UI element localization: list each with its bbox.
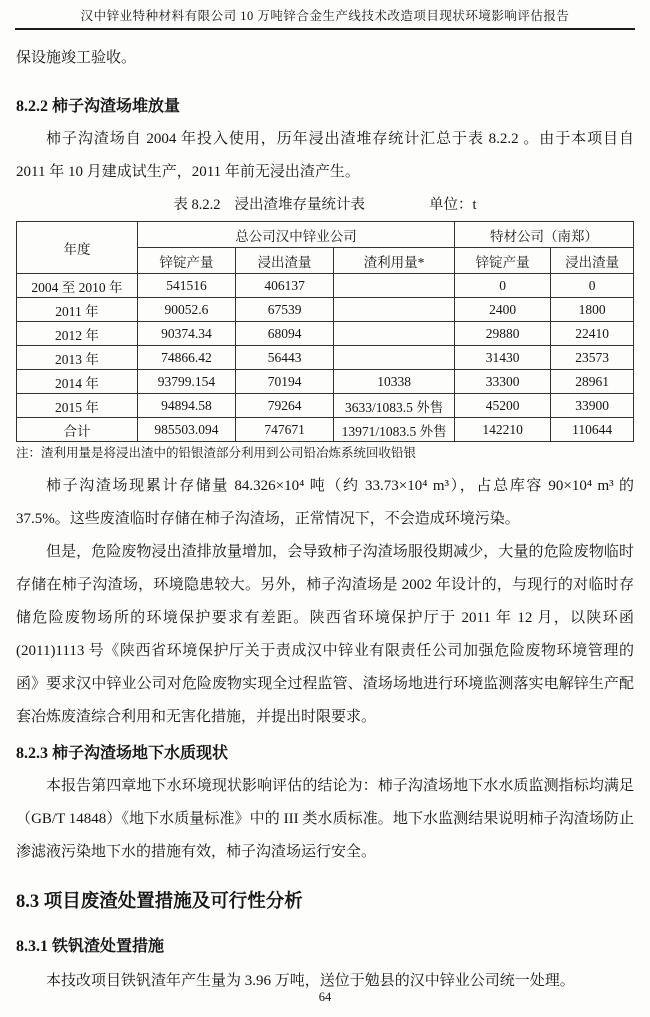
table-row xyxy=(17,322,634,346)
table-cell-year: 2014 年 xyxy=(17,370,138,394)
section-8-3-1-paragraph-1: 本技改项目铁钒渣年产生量为 3.96 万吨，送位于勉县的汉中锌业公司统一处理。 xyxy=(46,973,575,989)
table-cell: 68094 xyxy=(236,322,334,346)
page-header-title: 汉中锌业特种材料有限公司 10 万吨锌合金生产线技术改造项目现状环境影响评估报告 xyxy=(15,0,635,30)
table-cell: 45200 xyxy=(455,394,551,418)
table-cell: 74866.42 xyxy=(137,346,235,370)
table-cell xyxy=(334,274,455,298)
table-header-zinc-output-special: 锌锭产量 xyxy=(455,248,551,274)
table-header-group-special: 特材公司（南郑） xyxy=(455,222,634,248)
table-cell: 1800 xyxy=(551,298,634,322)
table-cell: 93799.154 xyxy=(137,370,235,394)
table-row xyxy=(17,370,634,394)
table-header-group-hq: 总公司汉中锌业公司 xyxy=(137,222,454,248)
table-cell: 33900 xyxy=(551,394,634,418)
section-heading-8-3: 8.3 项目废渣处置措施及可行性分析 xyxy=(16,892,303,912)
table-cell: 56443 xyxy=(236,346,334,370)
table-cell-year: 2012 年 xyxy=(17,322,138,346)
section-heading-8-2-3: 8.2.3 柿子沟渣场地下水质现状 xyxy=(16,745,229,762)
table-footnote: 注：渣利用量是将浸出渣中的铅银渣部分利用到公司铅冶炼系统回收铅银 xyxy=(16,446,417,460)
table-cell-year: 2011 年 xyxy=(17,298,138,322)
table-caption-label: 表 8.2.2 xyxy=(173,197,221,213)
table-row xyxy=(17,394,634,418)
table-header-year: 年度 xyxy=(17,222,138,274)
table-row xyxy=(17,346,634,370)
section-8-2-2-paragraph-2: 柿子沟渣场现累计存储量 84.326×10⁴ 吨（约 33.73×10⁴ m³），占总库容 90×10⁴ m³ 的 37.5%。这些废渣临时存储在柿子沟渣场，正常情况下，不会造成环境污染。 xyxy=(16,478,634,527)
table-cell: 2400 xyxy=(455,298,551,322)
section-heading-8-2-2: 8.2.2 柿子沟渣场堆放量 xyxy=(16,98,181,115)
table-cell: 0 xyxy=(455,274,551,298)
table-cell: 110644 xyxy=(551,418,634,442)
table-cell: 70194 xyxy=(236,370,334,394)
table-cell-total-label: 合计 xyxy=(17,418,138,442)
table-header-leach-slag-special: 浸出渣量 xyxy=(551,248,634,274)
table-cell: 33300 xyxy=(455,370,551,394)
table-cell-year: 2013 年 xyxy=(17,346,138,370)
table-caption xyxy=(16,193,634,217)
table-cell xyxy=(334,322,455,346)
table-row xyxy=(17,274,634,298)
table-cell: 23573 xyxy=(551,346,634,370)
table-cell xyxy=(334,298,455,322)
table-cell: 67539 xyxy=(236,298,334,322)
page-content xyxy=(0,42,650,998)
section-8-2-2-paragraph-1: 柿子沟渣场自 2004 年投入使用，历年浸出渣堆存统计汇总于表 8.2.2 。由于本项目自 2011 年 10 月建成试生产，2011 年前无浸出渣产生。 xyxy=(16,131,634,180)
carryover-paragraph: 保设施竣工验收。 xyxy=(16,50,137,66)
table-cell: 3633/1083.5 外售 xyxy=(334,394,455,418)
table-caption-unit: 单位：t xyxy=(429,197,477,213)
table-header-slag-utilized: 渣利用量* xyxy=(334,248,455,274)
table-row xyxy=(17,298,634,322)
table-cell: 142210 xyxy=(455,418,551,442)
table-cell: 31430 xyxy=(455,346,551,370)
table-cell: 985503.094 xyxy=(137,418,235,442)
table-row-total xyxy=(17,418,634,442)
table-cell: 22410 xyxy=(551,322,634,346)
table-header-row-groups xyxy=(17,222,634,248)
table-cell xyxy=(334,346,455,370)
table-cell: 79264 xyxy=(236,394,334,418)
table-header-leach-slag-hq: 浸出渣量 xyxy=(236,248,334,274)
table-caption-title: 浸出渣堆存量统计表 xyxy=(234,197,366,213)
section-heading-8-3-1: 8.3.1 铁钒渣处置措施 xyxy=(16,938,165,955)
page-number: 64 xyxy=(318,990,332,1004)
table-cell: 0 xyxy=(551,274,634,298)
table-cell: 28961 xyxy=(551,370,634,394)
table-cell: 29880 xyxy=(455,322,551,346)
section-8-2-2-paragraph-3: 但是，危险废物浸出渣排放量增加，会导致柿子沟渣场服役期减少，大量的危险废物临时存储在柿子沟渣场，环境隐患较大。另外，柿子沟渣场是 2002 年设计的，与现行的对临时存储危险废物场所的环境保护要求有差距。陕西省环境保护厅于 2011 年 12 月，以陕环函(2011)1113 号《陕西省环境保护厅关于责成汉中锌业有限责任公司加强危险废物环境管理的函》要求汉中锌业公司对危险废物实现全过程监管、渣场场地进行环境监测落实电解锌生产配套冶炼废渣综合利用和无害化措施，并提出时限要求。 xyxy=(16,544,634,725)
table-cell: 13971/1083.5 外售 xyxy=(334,418,455,442)
table-cell: 94894.58 xyxy=(137,394,235,418)
table-cell: 10338 xyxy=(334,370,455,394)
table-header-zinc-output-hq: 锌锭产量 xyxy=(137,248,235,274)
table-cell: 747671 xyxy=(236,418,334,442)
table-cell-year: 2015 年 xyxy=(17,394,138,418)
section-8-2-3-paragraph-1: 本报告第四章地下水环境现状影响评估的结论为：柿子沟渣场地下水水质监测指标均满足（GB/T 14848）《地下水质量标准》中的 III 类水质标准。地下水监测结果说明柿子沟渣场防止渗滤液污染地下水的措施有效，柿子沟渣场运行安全。 xyxy=(16,778,634,860)
slag-statistics-table xyxy=(16,221,634,442)
table-cell-year: 2004 至 2010 年 xyxy=(17,274,138,298)
table-cell: 406137 xyxy=(236,274,334,298)
table-cell: 90052.6 xyxy=(137,298,235,322)
table-cell: 541516 xyxy=(137,274,235,298)
table-cell: 90374.34 xyxy=(137,322,235,346)
